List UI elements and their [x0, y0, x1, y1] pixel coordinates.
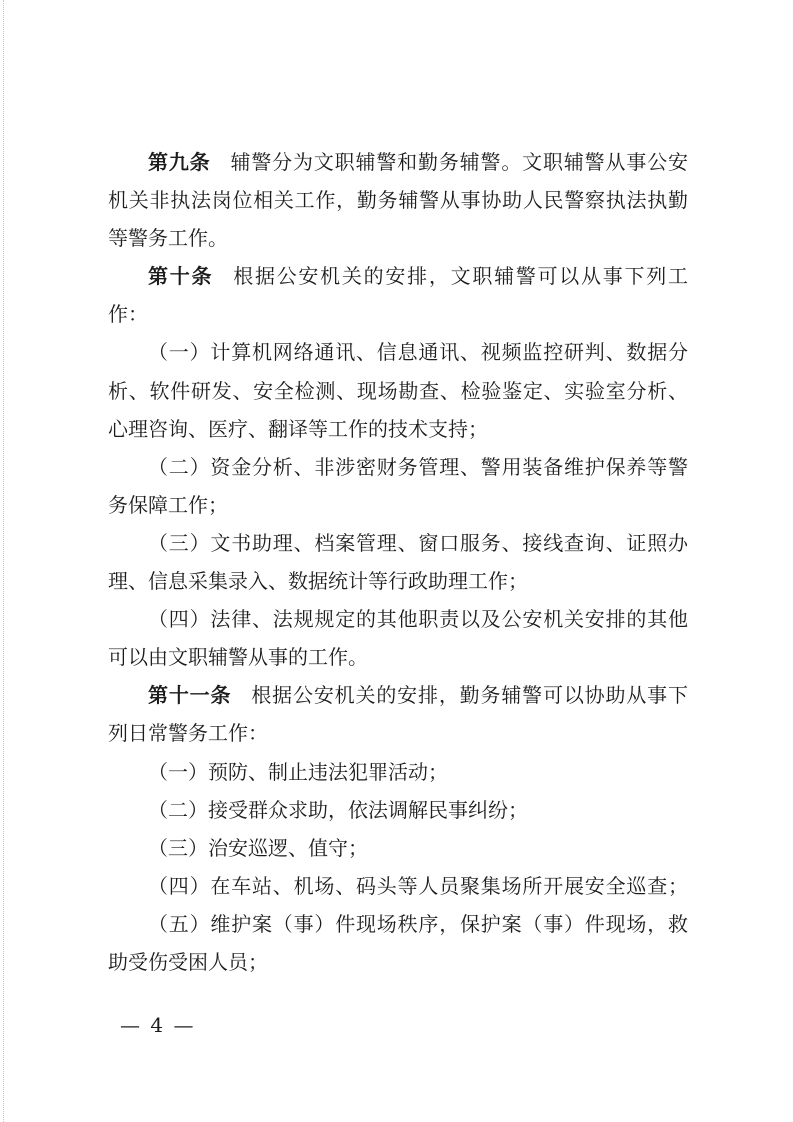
article-10-text: 根据公安机关的安排，文职辅警可以从事下列工 — [233, 264, 688, 289]
article-10-item-4-line-2 — [108, 638, 688, 676]
list-item-text: （二）资金分析、非涉密财务管理、警用装备维护保养等警 — [148, 454, 688, 479]
article-11-line-2 — [108, 714, 688, 752]
list-item-text: （四）在车站、机场、码头等人员聚集场所开展安全巡查； — [148, 873, 688, 898]
article-10-item-2-line-1 — [108, 448, 688, 486]
article-10-item-3-line-2 — [108, 562, 688, 600]
article-9-line-3 — [108, 219, 688, 257]
list-item-text: （二）接受群众求助，依法调解民事纠纷； — [148, 797, 528, 822]
list-item-text: 心理咨询、医疗、翻译等工作的技术支持； — [108, 416, 488, 441]
article-10-item-1-line-3 — [108, 410, 688, 448]
list-item-text: （三）治安巡逻、值守； — [148, 835, 368, 860]
article-11-line-1 — [108, 676, 688, 714]
article-9-line-1 — [108, 143, 688, 181]
article-11-item-5-line-1 — [108, 905, 688, 943]
list-item-text: （一）预防、制止违法犯罪活动； — [148, 759, 448, 784]
article-10-heading: 第十条 — [148, 264, 214, 289]
list-item-text: 理、信息采集录入、数据统计等行政助理工作； — [108, 569, 528, 594]
article-11-item-2-line-1 — [108, 791, 688, 829]
article-11-item-3-line-1 — [108, 829, 688, 867]
article-11-heading: 第十一条 — [148, 683, 232, 708]
article-11-text: 列日常警务工作： — [108, 721, 268, 746]
article-11-item-1-line-1 — [108, 753, 688, 791]
article-9-line-2 — [108, 181, 688, 219]
document-body — [108, 143, 688, 981]
article-11-text: 根据公安机关的安排，勤务辅警可以协助从事下 — [251, 683, 688, 708]
list-item-text: （三）文书助理、档案管理、窗口服务、接线查询、证照办 — [148, 530, 688, 555]
list-item-text: 析、软件研发、安全检测、现场勘查、检验鉴定、实验室分析、 — [108, 378, 688, 403]
page-number: — 4 — — [120, 1013, 196, 1037]
list-item-text: （一）计算机网络通讯、信息通讯、视频监控研判、数据分 — [148, 340, 688, 365]
article-11-item-4-line-1 — [108, 867, 688, 905]
list-item-text: 务保障工作； — [108, 492, 228, 517]
article-10-item-2-line-2 — [108, 486, 688, 524]
list-item-text: 可以由文职辅警从事的工作。 — [108, 645, 368, 670]
article-10-line-2 — [108, 295, 688, 333]
article-10-item-4-line-1 — [108, 600, 688, 638]
list-item-text: （四）法律、法规规定的其他职责以及公安机关安排的其他 — [148, 607, 688, 632]
article-10-item-1-line-1 — [108, 333, 688, 371]
article-10-text: 作： — [108, 302, 148, 327]
article-9-text: 机关非执法岗位相关工作，勤务辅警从事协助人民警察执法执勤 — [108, 188, 688, 213]
article-10-item-3-line-1 — [108, 524, 688, 562]
list-item-text: 助受伤受困人员； — [108, 949, 268, 974]
list-item-text: （五）维护案（事）件现场秩序，保护案（事）件现场，救 — [148, 911, 688, 936]
article-9-heading: 第九条 — [148, 150, 211, 174]
article-11-item-5-line-2 — [108, 943, 688, 981]
article-9-text: 辅警分为文职辅警和勤务辅警。文职辅警从事公安 — [230, 150, 688, 174]
article-9-text: 等警务工作。 — [108, 226, 228, 251]
article-10-item-1-line-2 — [108, 372, 688, 410]
scan-edge-artifact — [3, 0, 4, 1122]
article-10-line-1 — [108, 257, 688, 295]
